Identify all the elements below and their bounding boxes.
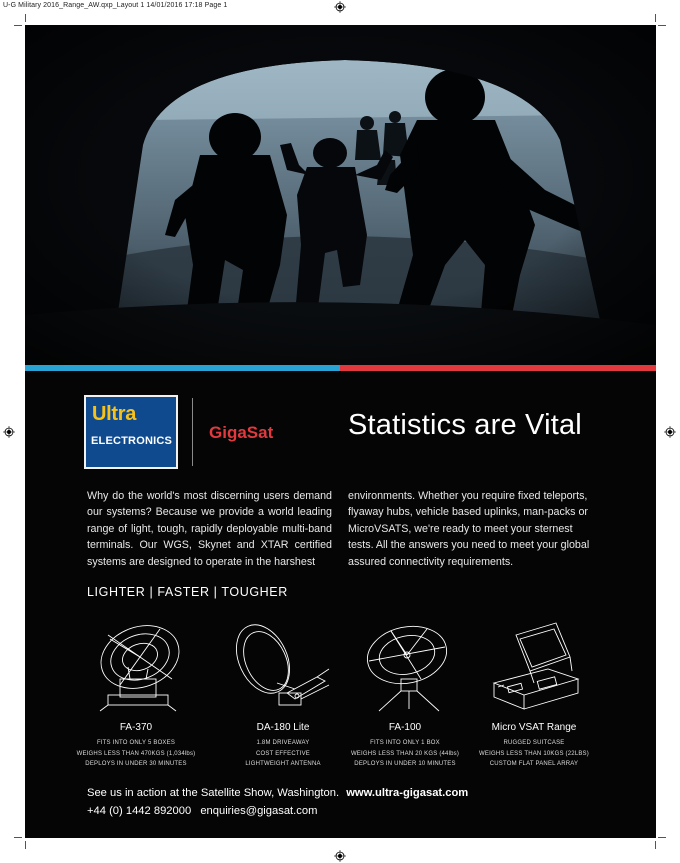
crop-mark [655, 841, 656, 849]
spec-line: WEIGHS LESS THAN 10KGS (22LBS) [479, 750, 589, 757]
da-180-antenna-icon [217, 617, 349, 715]
ultra-logo-text: Ultra [92, 403, 137, 425]
body-text-left: Why do the world's most discerning users demand our systems? Because we provide a world leading range of light, tough, rapidly deployable multi-band terminals. Our WGS, Skynet and XTAR certified systems are designed to operate in the harshest [87, 490, 332, 568]
accent-stripe-red [340, 365, 656, 371]
show-text: See us in action at the Satellite Show, Washington. [87, 787, 340, 799]
product-name: FA-370 [119, 722, 153, 733]
micro-vsat-icon [468, 617, 600, 715]
product-name: Micro VSAT Range [491, 722, 577, 733]
spec-line: 1.8M DRIVEAWAY [256, 740, 310, 746]
registration-mark-right [664, 426, 676, 438]
hero-photo [25, 25, 656, 365]
phone-number: +44 (0) 1442 892000 [87, 805, 192, 817]
spec-line: FITS INTO ONLY 1 BOX [370, 740, 440, 746]
product-specs [217, 738, 349, 770]
crop-mark [658, 837, 666, 838]
print-slug: U-G Military 2016_Range_AW.qxp_Layout 1 14/01/2016 17:18 Page 1 [3, 2, 228, 9]
spec-line: COST EFFECTIVE [255, 750, 311, 757]
crop-mark [658, 25, 666, 26]
registration-mark-left [3, 426, 15, 438]
body-text-right: environments. Whether you require fixed teleports, flyaway hubs, vehicle based uplinks, man-packs or MicroVSATS, we're ready to meet your sternest tests. All the answers you need to meet your global assured connectivity requirements. [348, 490, 590, 568]
registration-mark-top [334, 1, 346, 13]
crop-mark [14, 25, 22, 26]
email-link[interactable]: enquiries@gigasat.com [200, 805, 318, 817]
product-micro-vsat-range [468, 617, 600, 767]
product-da-180-lite [217, 617, 349, 767]
crop-mark [655, 14, 656, 22]
ultra-electronics-logo [84, 395, 178, 469]
registration-mark-bottom [334, 850, 346, 862]
headline: Statistics are Vital [348, 409, 582, 441]
electronics-logo-text: ELECTRONICS [91, 435, 173, 447]
crop-mark [14, 837, 22, 838]
tagline: LIGHTER | FASTER | TOUGHER [87, 585, 288, 599]
spec-line: LIGHTWEIGHT ANTENNA [245, 761, 321, 767]
spec-line: FITS INTO ONLY 5 BOXES [96, 740, 176, 746]
spec-line: DEPLOYS IN UNDER 30 MINUTES [85, 761, 187, 767]
fa-370-antenna-icon [70, 617, 202, 715]
product-name: DA-180 Lite [256, 722, 310, 733]
product-specs [339, 738, 471, 770]
product-specs [468, 738, 600, 770]
show-invitation [87, 787, 468, 799]
logo-divider [192, 398, 193, 466]
spec-line: DEPLOYS IN UNDER 10 MINUTES [354, 761, 456, 767]
crop-mark [25, 14, 26, 22]
fa-100-antenna-icon [339, 617, 471, 715]
accent-stripe-blue [25, 365, 340, 371]
product-fa-100 [339, 617, 471, 767]
gigasat-logo: GigaSat [209, 423, 274, 442]
contact-line [87, 805, 317, 817]
spec-line: WEIGHS LESS THAN 470KGS (1,034lbs) [76, 750, 196, 757]
crop-mark [25, 841, 26, 849]
website-link[interactable]: www.ultra-gigasat.com [346, 787, 469, 799]
product-name: FA-100 [388, 722, 422, 733]
spec-line: WEIGHS LESS THAN 20 KGS (44lbs) [350, 750, 460, 757]
product-specs [70, 738, 202, 770]
spec-line: CUSTOM FLAT PANEL ARRAY [489, 761, 579, 767]
advertisement-page [25, 25, 656, 838]
soldiers-exiting-aircraft-photo [25, 25, 656, 365]
spec-line: RUGGED SUITCASE [503, 740, 565, 746]
product-fa-370 [70, 617, 202, 767]
